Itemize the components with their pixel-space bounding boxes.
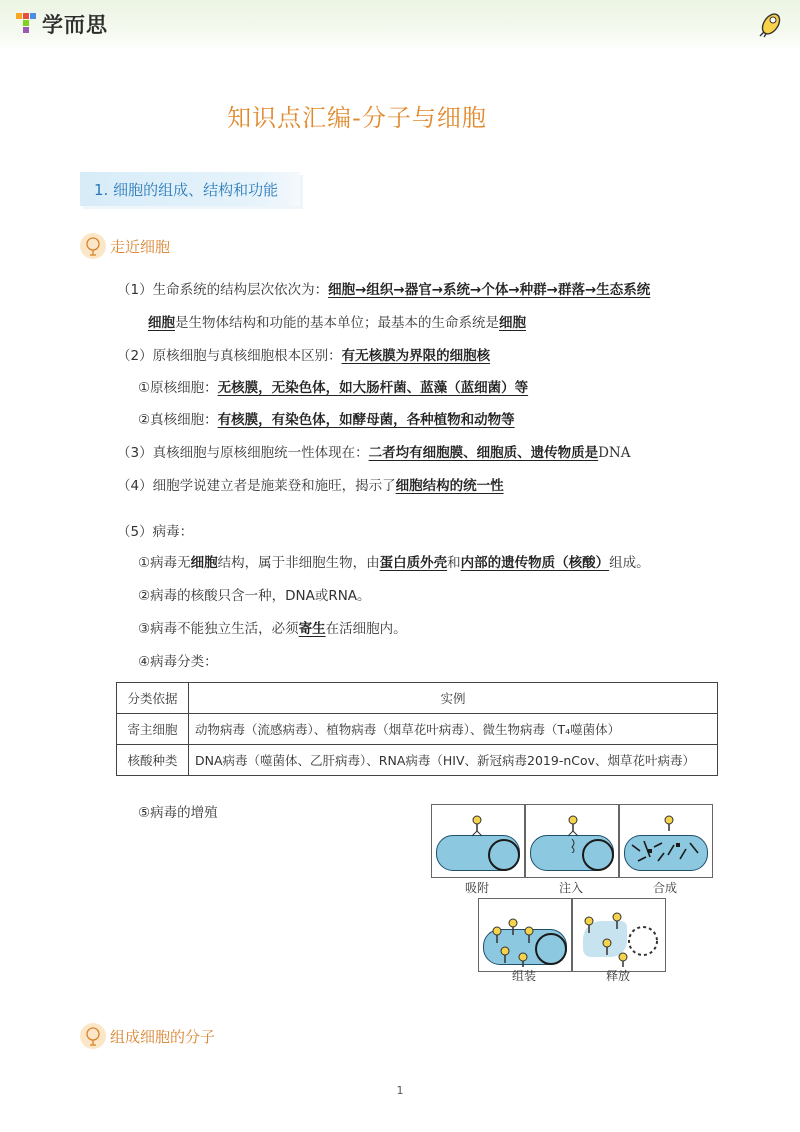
- bacterial-dna: [582, 839, 614, 871]
- phage-icon: [566, 815, 580, 837]
- item-2-prefix: （2）原核细胞与真核细胞根本区别：: [117, 348, 342, 364]
- diagram-caption: 组装: [511, 969, 536, 983]
- virus-1-bold-1: 细胞: [190, 555, 218, 571]
- diagram-panel-release: [572, 898, 666, 972]
- brand-name: 学而思: [42, 13, 108, 37]
- phage-icon: [470, 815, 484, 837]
- diagram-panel-injection: [525, 804, 619, 878]
- virus-1-text-4: 组成。: [609, 555, 650, 571]
- item-2: [117, 344, 490, 364]
- diagram-panel-adsorption: [431, 804, 525, 878]
- diagram-caption: 释放: [605, 969, 630, 983]
- virus-5: ⑤病毒的增殖: [138, 805, 218, 821]
- item-1b-answer-1: 细胞: [148, 315, 175, 331]
- item-2a-prefix: ①原核细胞：: [138, 380, 218, 396]
- diagram-panel-assembly: [478, 898, 572, 972]
- item-2-answer: 有无核膜为界限的细胞核: [341, 348, 491, 364]
- virus-3-text-2: 在活细胞内。: [325, 621, 407, 637]
- xueersi-logo-icon: [14, 11, 38, 37]
- item-5-title: （5）病毒：: [117, 524, 194, 540]
- brand: [14, 10, 108, 38]
- synthesis-fragments: [628, 837, 704, 867]
- section-banner: [80, 172, 300, 206]
- subheading-cell-molecules: [80, 1022, 215, 1050]
- virus-classification-table: [116, 682, 718, 776]
- virus-1-text-2: 结构，属于非细胞生物，由: [217, 555, 380, 571]
- diagram-caption: 注入: [558, 881, 583, 895]
- item-4-answer: 细胞结构的统一性: [395, 478, 504, 494]
- header-band: [0, 0, 800, 50]
- item-1b: [148, 311, 526, 331]
- virus-1-bold-2: 蛋白质外壳: [379, 555, 448, 571]
- table-header-cell: 分类依据: [117, 683, 189, 714]
- item-4: [117, 474, 504, 494]
- item-2a-answer: 无核膜，无染色体，如大肠杆菌、蓝藻（蓝细菌）等: [217, 380, 529, 396]
- phage-icon: [662, 815, 676, 837]
- diagram-panel-synthesis: [619, 804, 713, 878]
- section-label: 1. 细胞的组成、结构和功能: [94, 181, 279, 199]
- item-1: [117, 278, 650, 298]
- virus-3: [138, 617, 407, 637]
- page-number: 1: [396, 1084, 404, 1097]
- virus-3-bold: 寄生: [298, 621, 326, 637]
- virus-3-text-1: ③病毒不能独立生活，必须: [138, 621, 299, 637]
- injected-dna: [570, 839, 580, 853]
- released-phages: [577, 905, 663, 969]
- assembled-phages: [487, 907, 547, 967]
- item-3-answer: 二者均有细胞膜、细胞质、遗传物质是: [368, 445, 599, 461]
- table-cell-key: 寄主细胞: [117, 714, 189, 745]
- subheading-label: 组成细胞的分子: [110, 1027, 216, 1046]
- subheading-label: 走近细胞: [110, 237, 171, 256]
- item-1b-text: 是生物体结构和功能的基本单位；最基本的生命系统是: [175, 315, 499, 331]
- virus-4: ④病毒分类：: [138, 654, 218, 670]
- item-2b: [138, 408, 515, 428]
- diagram-caption: 合成: [652, 881, 677, 895]
- item-1b-answer-2: 细胞: [499, 315, 526, 331]
- table-header-row: [117, 683, 718, 714]
- item-2a: [138, 376, 528, 396]
- table-cell-value: DNA病毒（噬菌体、乙肝病毒）、RNA病毒（HIV、新冠病毒2019-nCov、烟草花叶病毒）: [189, 745, 718, 776]
- table-row: [117, 745, 718, 776]
- virus-1-text-3: 和: [447, 555, 461, 571]
- virus-1: [138, 551, 650, 571]
- virus-2: ②病毒的核酸只含一种，DNA或RNA。: [138, 588, 371, 604]
- item-1-answer: 细胞→组织→器官→系统→个体→种群→群落→生态系统: [328, 282, 651, 298]
- item-3: [117, 441, 630, 461]
- diagram-caption: 吸附: [464, 881, 489, 895]
- item-2b-answer: 有核膜，有染色体，如酵母菌，各种植物和动物等: [217, 412, 515, 428]
- item-2b-prefix: ②真核细胞：: [138, 412, 218, 428]
- table-row: [117, 714, 718, 745]
- bacterial-dna: [488, 839, 520, 871]
- table-cell-key: 核酸种类: [117, 745, 189, 776]
- item-4-prefix: （4）细胞学说建立者是施莱登和施旺，揭示了: [117, 478, 396, 494]
- page-title: 知识点汇编-分子与细胞: [227, 104, 487, 132]
- tree-icon: [80, 1023, 106, 1049]
- tree-icon: [80, 233, 106, 259]
- bacteriophage-icon: [758, 10, 784, 38]
- item-3-tail: DNA: [598, 445, 631, 461]
- table-cell-value: 动物病毒（流感病毒）、植物病毒（烟草花叶病毒）、微生物病毒（T₄噬菌体）: [189, 714, 718, 745]
- subheading-approach-cells: [80, 232, 170, 260]
- virus-1-bold-3: 内部的遗传物质（核酸）: [460, 555, 610, 571]
- item-1-prefix: （1）生命系统的结构层次依次为：: [117, 282, 329, 298]
- item-3-prefix: （3）真核细胞与原核细胞统一性体现在：: [117, 445, 369, 461]
- virus-1-text-1: ①病毒无: [138, 555, 191, 571]
- table-header-cell: 实例: [189, 683, 718, 714]
